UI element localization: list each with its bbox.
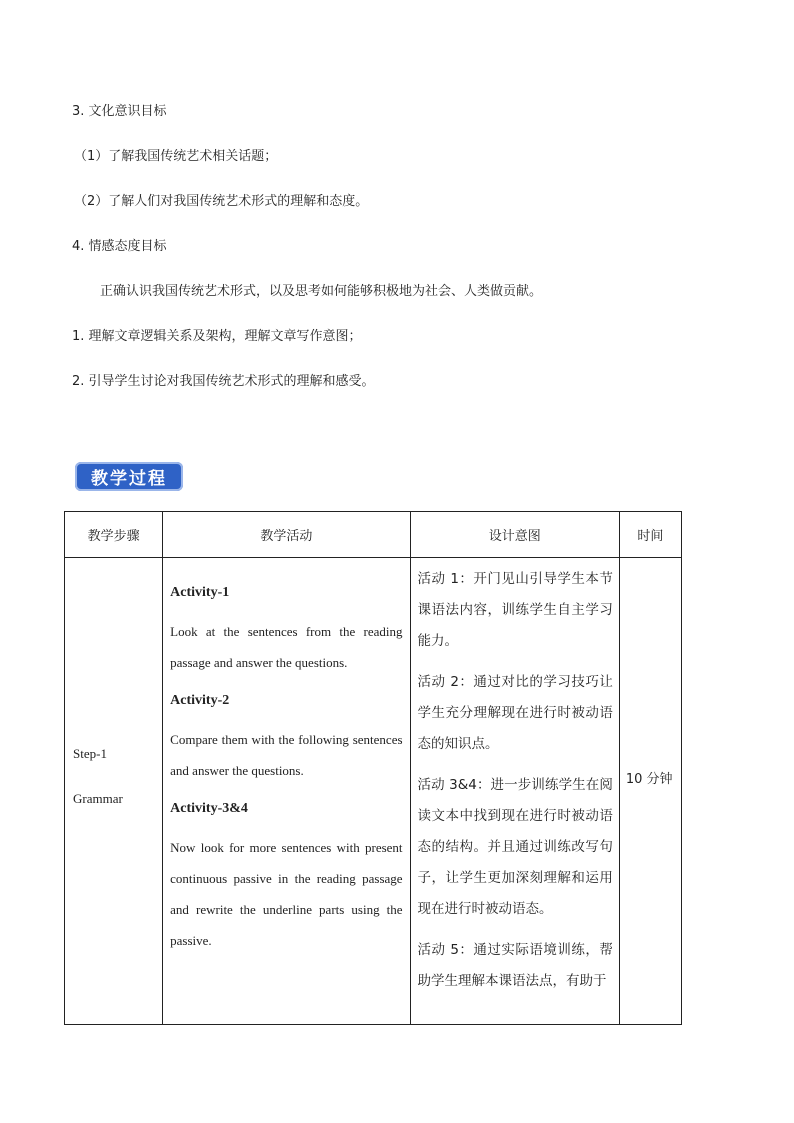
- goal-heading-4: 4. 情感态度目标: [72, 239, 167, 254]
- focus-item-2: 2. 引导学生讨论对我国传统艺术形式的理解和感受。: [72, 374, 375, 389]
- goal-heading-3: 3. 文化意识目标: [72, 104, 167, 119]
- activity-title: Activity-2: [170, 693, 230, 708]
- activity-text: Look at the sentences from the reading passage and answer the questions.: [170, 624, 403, 670]
- activity-title: Activity-1: [170, 585, 230, 600]
- design-item: 活动 1：开门见山引导学生本节课语法内容，训练学生自主学习能力。: [417, 571, 613, 649]
- header-step: 教学步骤: [65, 512, 163, 558]
- activity-cell: [163, 558, 410, 1025]
- design-item: 活动 3&4：进一步训练学生在阅读文本中找到现在进行时被动语态的结构。并且通过训练改写句子，让学生更加深刻理解和运用现在进行时被动语态。: [417, 777, 613, 917]
- step-number: Step-1: [73, 746, 107, 761]
- activity-text: Compare them with the following sentences and answer the questions.: [170, 732, 403, 778]
- header-time: 时间: [619, 512, 681, 558]
- goal-item-1: （1）了解我国传统艺术相关话题；: [74, 149, 278, 164]
- focus-item-1: 1. 理解文章逻辑关系及架构，理解文章写作意图；: [72, 329, 362, 344]
- activity-title: Activity-3&4: [170, 801, 248, 816]
- teaching-process-table: [64, 511, 682, 1025]
- step-cell: [65, 558, 163, 1025]
- table-header-row: [65, 512, 682, 558]
- time-cell: [619, 558, 681, 1025]
- table-row: [65, 558, 682, 1025]
- step-name: Grammar: [73, 791, 123, 806]
- goal-item-2: （2）了解人们对我国传统艺术形式的理解和态度。: [74, 194, 369, 209]
- section-title-badge: [75, 462, 183, 491]
- time-value: 10 分钟: [625, 772, 673, 787]
- activity-text: Now look for more sentences with present continuous passive in the reading passage and rewrite the underline parts using the passive.: [170, 840, 403, 948]
- design-item: 活动 2：通过对比的学习技巧让学生充分理解现在进行时被动语态的知识点。: [417, 674, 613, 752]
- design-item: 活动 5：通过实际语境训练，帮助学生理解本课语法点，有助于: [417, 942, 613, 989]
- section-title: 教学过程: [91, 469, 167, 489]
- design-cell: [410, 558, 619, 1025]
- header-activity: 教学活动: [163, 512, 410, 558]
- goal-attitude-text: 正确认识我国传统艺术形式，以及思考如何能够积极地为社会、人类做贡献。: [100, 284, 543, 299]
- header-design: 设计意图: [410, 512, 619, 558]
